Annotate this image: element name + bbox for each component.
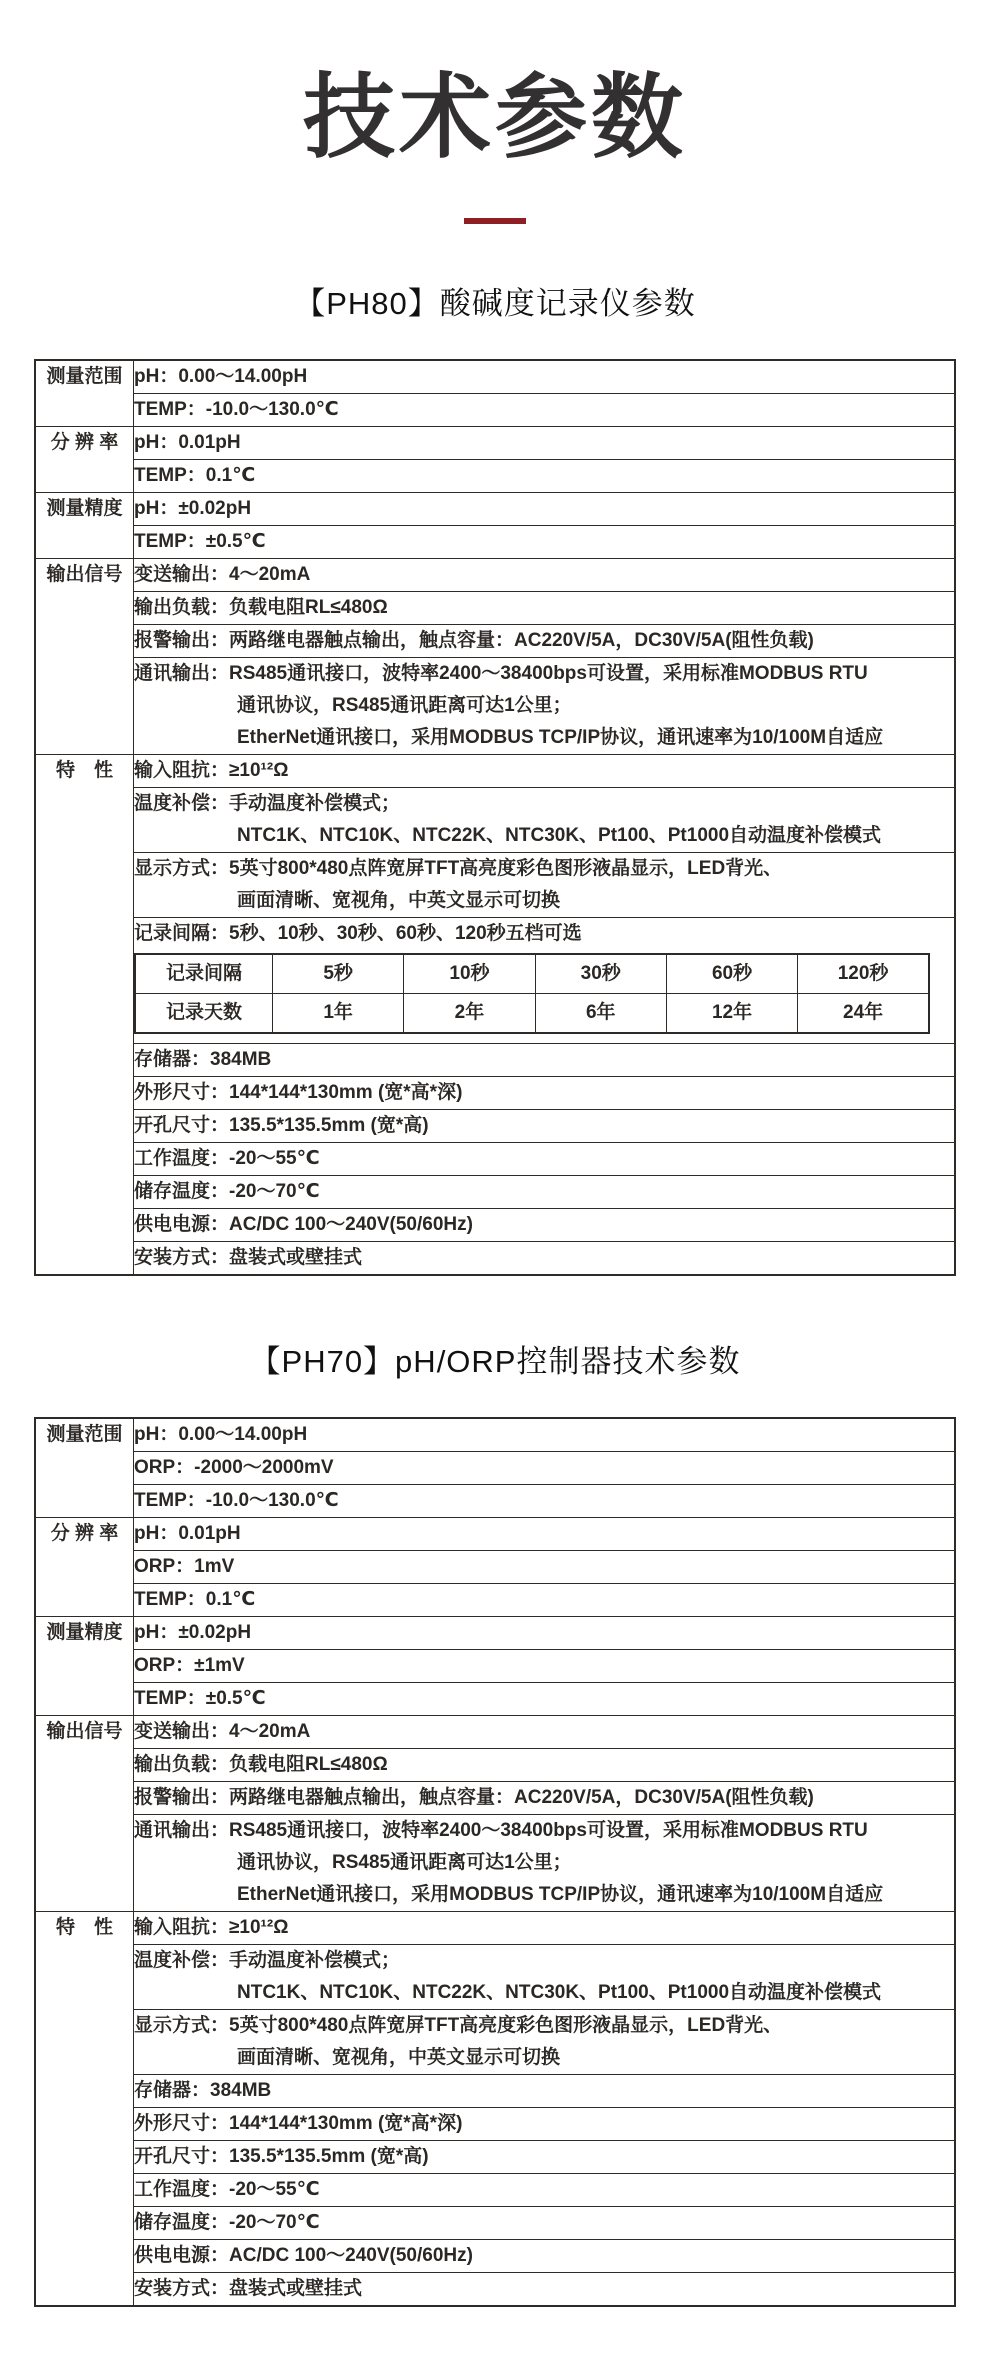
spec-value-cell (134, 1142, 956, 1175)
spec-text-line: TEMP：0.1℃ (134, 1588, 256, 1610)
spec-text-line: 记录间隔：5秒、10秒、30秒、60秒、120秒五档可选 (134, 922, 582, 944)
spec-row (35, 657, 955, 754)
record-cell: 5秒 (273, 954, 404, 994)
spec-text-line: 安装方式：盘装式或壁挂式 (134, 1246, 363, 1268)
spec-value-cell (134, 459, 956, 492)
spec-value-cell (134, 492, 956, 525)
spec-row (35, 2074, 955, 2107)
spec-text-line: 外形尺寸：144*144*130mm (宽*高*深) (134, 2112, 463, 2134)
row-group-label: 分 辨 率 (35, 1517, 134, 1616)
spec-text-line: pH：0.01pH (134, 431, 241, 453)
spec-text-line: 通讯输出：RS485通讯接口，波特率2400～38400bps可设置，采用标准MODBUS RTU (134, 1819, 868, 1841)
spec-value-cell (134, 2107, 956, 2140)
record-row-header: 记录间隔 (135, 954, 273, 994)
spec-row (35, 525, 955, 558)
spec-row (35, 1517, 955, 1550)
record-cell: 24年 (798, 993, 929, 1033)
spec-value-cell (134, 558, 956, 591)
spec-text-line: 输入阻抗：≥10¹²Ω (134, 759, 289, 781)
spec-table-ph80 (34, 359, 956, 1276)
record-row-header: 记录天数 (135, 993, 273, 1033)
record-cell: 12年 (666, 993, 797, 1033)
spec-value-cell (134, 1748, 956, 1781)
spec-value-cell (134, 2140, 956, 2173)
spec-text-line: 画面清晰、宽视角，中英文显示可切换 (237, 2046, 561, 2068)
spec-text-line: pH：0.00～14.00pH (134, 1423, 308, 1445)
spec-value-cell (134, 1583, 956, 1616)
spec-text-line: NTC1K、NTC10K、NTC22K、NTC30K、Pt100、Pt1000自动温度补偿模式 (237, 1981, 882, 2003)
spec-value-cell (134, 917, 956, 1043)
spec-text-line: 输出负载：负载电阻RL≤480Ω (134, 1753, 388, 1775)
spec-value-cell (134, 1550, 956, 1583)
row-group-label: 测量范围 (35, 1418, 134, 1518)
spec-row (35, 459, 955, 492)
spec-row (35, 1208, 955, 1241)
spec-row (35, 1451, 955, 1484)
spec-text-line: 通讯协议，RS485通讯距离可达1公里； (237, 694, 572, 716)
spec-row (35, 2173, 955, 2206)
spec-row (35, 1076, 955, 1109)
spec-text-line: 通讯输出：RS485通讯接口，波特率2400～38400bps可设置，采用标准MODBUS RTU (134, 662, 868, 684)
spec-text-line: NTC1K、NTC10K、NTC22K、NTC30K、Pt100、Pt1000自动温度补偿模式 (237, 824, 882, 846)
spec-row (35, 1484, 955, 1517)
spec-table-body (35, 360, 955, 1275)
spec-value-cell (134, 525, 956, 558)
spec-text-line: TEMP：-10.0～130.0℃ (134, 398, 339, 420)
row-group-label: 测量精度 (35, 1616, 134, 1715)
spec-value-cell (134, 1043, 956, 1076)
spec-row (35, 1781, 955, 1814)
spec-row (35, 852, 955, 917)
spec-row (35, 1715, 955, 1748)
spec-text-line: 显示方式：5英寸800*480点阵宽屏TFT高亮度彩色图形液晶显示，LED背光、 (134, 857, 783, 879)
spec-value-cell (134, 1616, 956, 1649)
row-group-label: 特 性 (35, 754, 134, 1275)
spec-text-line: TEMP：-10.0～130.0℃ (134, 1489, 339, 1511)
spec-value-cell (134, 1175, 956, 1208)
spec-text-line: pH：0.00～14.00pH (134, 365, 308, 387)
spec-value-cell (134, 2239, 956, 2272)
spec-text-line: 报警输出：两路继电器触点输出，触点容量：AC220V/5A，DC30V/5A(阻性负载) (134, 1786, 814, 1808)
spec-text-line: 输出负载：负载电阻RL≤480Ω (134, 596, 388, 618)
spec-row (35, 1109, 955, 1142)
spec-row (35, 1175, 955, 1208)
spec-row (35, 787, 955, 852)
spec-value-cell (134, 393, 956, 426)
spec-value-cell (134, 657, 956, 754)
spec-row (35, 1418, 955, 1452)
spec-row (35, 558, 955, 591)
spec-value-cell (134, 1241, 956, 1275)
spec-row (35, 393, 955, 426)
spec-text-line: 存储器：384MB (134, 2079, 272, 2101)
spec-value-cell (134, 1781, 956, 1814)
row-group-label: 输出信号 (35, 1715, 134, 1911)
spec-value-cell (134, 1814, 956, 1911)
spec-row (35, 1241, 955, 1275)
spec-text-line: 显示方式：5英寸800*480点阵宽屏TFT高亮度彩色图形液晶显示，LED背光、 (134, 2014, 783, 2036)
spec-value-cell (134, 1944, 956, 2009)
spec-value-cell (134, 1682, 956, 1715)
spec-value-cell (134, 852, 956, 917)
record-table-row (135, 993, 929, 1033)
row-group-label: 输出信号 (35, 558, 134, 754)
spec-text-line: 外形尺寸：144*144*130mm (宽*高*深) (134, 1081, 463, 1103)
spec-value-cell (134, 1484, 956, 1517)
spec-row (35, 591, 955, 624)
record-cell: 2年 (404, 993, 535, 1033)
spec-row (35, 1142, 955, 1175)
spec-row (35, 1616, 955, 1649)
spec-value-cell (134, 1451, 956, 1484)
spec-table-ph70 (34, 1417, 956, 2307)
spec-text-line: pH：±0.02pH (134, 1621, 252, 1643)
spec-text-line: 工作温度：-20～55℃ (134, 1147, 320, 1169)
spec-row (35, 1583, 955, 1616)
record-cell: 60秒 (666, 954, 797, 994)
spec-value-cell (134, 754, 956, 787)
spec-value-cell (134, 1715, 956, 1748)
spec-page (0, 66, 990, 2307)
spec-text-line: 存储器：384MB (134, 1048, 272, 1070)
section-heading-ph70: 【PH70】pH/ORP控制器技术参数 (249, 1343, 741, 1379)
spec-row (35, 917, 955, 1043)
spec-row (35, 360, 955, 394)
title-underline (464, 218, 526, 224)
row-group-label: 测量范围 (35, 360, 134, 427)
spec-row (35, 2009, 955, 2074)
spec-value-cell (134, 624, 956, 657)
spec-value-cell (134, 2206, 956, 2239)
spec-row (35, 1043, 955, 1076)
record-cell: 120秒 (798, 954, 929, 994)
section-heading-ph80: 【PH80】酸碱度记录仪参数 (294, 285, 696, 321)
spec-text-line: TEMP：±0.5℃ (134, 530, 266, 552)
spec-value-cell (134, 2173, 956, 2206)
record-interval-table (134, 953, 930, 1034)
spec-text-line: ORP：±1mV (134, 1654, 245, 1676)
row-group-label: 分 辨 率 (35, 426, 134, 492)
spec-row (35, 426, 955, 459)
spec-row (35, 754, 955, 787)
record-cell: 1年 (273, 993, 404, 1033)
spec-value-cell (134, 591, 956, 624)
record-cell: 6年 (535, 993, 666, 1033)
spec-value-cell (134, 1208, 956, 1241)
record-cell: 30秒 (535, 954, 666, 994)
spec-value-cell (134, 1109, 956, 1142)
spec-value-cell (134, 1649, 956, 1682)
spec-text-line: pH：0.01pH (134, 1522, 241, 1544)
spec-text-line: 开孔尺寸：135.5*135.5mm (宽*高) (134, 2145, 429, 2167)
spec-row (35, 1944, 955, 2009)
spec-text-line: TEMP：0.1℃ (134, 464, 256, 486)
spec-text-line: 工作温度：-20～55℃ (134, 2178, 320, 2200)
spec-value-cell (134, 787, 956, 852)
section-ph70 (0, 1336, 990, 2307)
spec-text-line: 报警输出：两路继电器触点输出，触点容量：AC220V/5A，DC30V/5A(阻性负载) (134, 629, 814, 651)
spec-value-cell (134, 1418, 956, 1452)
spec-text-line: TEMP：±0.5℃ (134, 1687, 266, 1709)
spec-row (35, 1550, 955, 1583)
spec-text-line: 安装方式：盘装式或壁挂式 (134, 2277, 363, 2299)
page-title: 技术参数 (302, 67, 687, 169)
spec-text-line: 输入阻抗：≥10¹²Ω (134, 1916, 289, 1938)
spec-row (35, 2107, 955, 2140)
spec-value-cell (134, 1911, 956, 1944)
spec-value-cell (134, 2272, 956, 2306)
record-cell: 10秒 (404, 954, 535, 994)
row-group-label: 测量精度 (35, 492, 134, 558)
spec-text-line: pH：±0.02pH (134, 497, 252, 519)
spec-text-line: ORP：1mV (134, 1555, 235, 1577)
spec-table-body (35, 1418, 955, 2306)
spec-row (35, 2272, 955, 2306)
spec-text-line: 开孔尺寸：135.5*135.5mm (宽*高) (134, 1114, 429, 1136)
record-table-row (135, 954, 929, 994)
spec-text-line: 储存温度：-20～70℃ (134, 2211, 320, 2233)
spec-text-line: 温度补偿：手动温度补偿模式； (134, 792, 401, 814)
spec-row (35, 624, 955, 657)
spec-text-line: 变送输出：4～20mA (134, 1720, 311, 1742)
spec-text-line: EtherNet通讯接口，采用MODBUS TCP/IP协议，通讯速率为10/100M自适应 (237, 726, 884, 748)
spec-value-cell (134, 1517, 956, 1550)
spec-row (35, 1682, 955, 1715)
spec-text-line: 温度补偿：手动温度补偿模式； (134, 1949, 401, 1971)
spec-text-line: 变送输出：4～20mA (134, 563, 311, 585)
spec-value-cell (134, 426, 956, 459)
spec-text-line: 供电电源：AC/DC 100～240V(50/60Hz) (134, 2244, 473, 2266)
section-ph80 (0, 278, 990, 1276)
spec-row (35, 1911, 955, 1944)
spec-text-line: 画面清晰、宽视角，中英文显示可切换 (237, 889, 561, 911)
spec-text-line: 储存温度：-20～70℃ (134, 1180, 320, 1202)
spec-value-cell (134, 2009, 956, 2074)
spec-row (35, 2239, 955, 2272)
spec-row (35, 2206, 955, 2239)
spec-value-cell (134, 1076, 956, 1109)
spec-text-line: 通讯协议，RS485通讯距离可达1公里； (237, 1851, 572, 1873)
spec-text-line: ORP：-2000～2000mV (134, 1456, 334, 1478)
spec-row (35, 1814, 955, 1911)
spec-row (35, 2140, 955, 2173)
spec-value-cell (134, 2074, 956, 2107)
spec-text-line: 供电电源：AC/DC 100～240V(50/60Hz) (134, 1213, 473, 1235)
spec-row (35, 492, 955, 525)
spec-value-cell (134, 360, 956, 394)
spec-row (35, 1748, 955, 1781)
spec-row (35, 1649, 955, 1682)
spec-text-line: EtherNet通讯接口，采用MODBUS TCP/IP协议，通讯速率为10/100M自适应 (237, 1883, 884, 1905)
row-group-label: 特 性 (35, 1911, 134, 2306)
